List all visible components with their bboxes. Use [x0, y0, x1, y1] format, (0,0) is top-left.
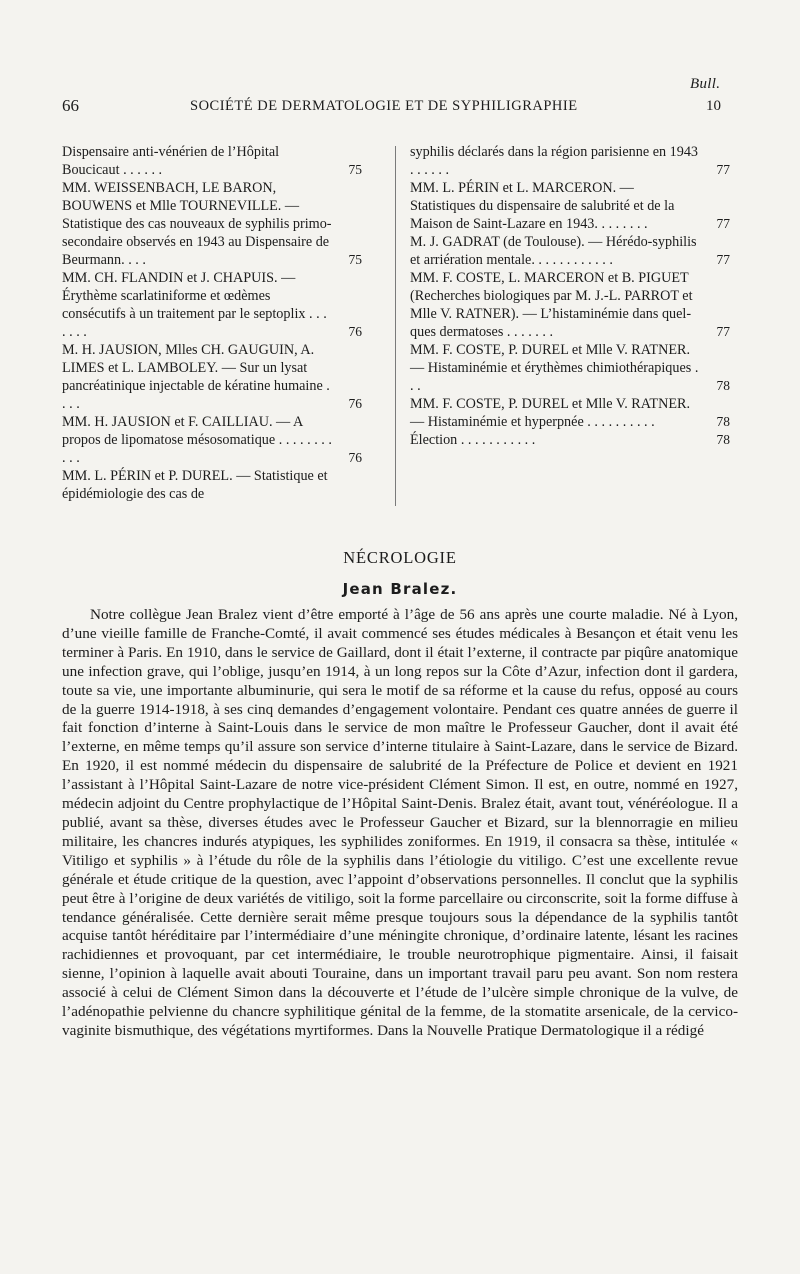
- toc-entry-text: Élection . . . . . . . . . . .: [410, 432, 536, 448]
- toc-entry-text: syphilis déclarés dans la région parisienne en 1943 . . . . . .: [410, 144, 699, 178]
- toc-entry: [62, 341, 362, 413]
- toc-entry-text: MM. L. PÉRIN et P. DUREL. — Statistique et épidémiologie des cas de: [62, 468, 328, 502]
- toc-entry-text: MM. H. JAUSION et F. CAILLIAU. — A propos de lipomatose mésosomatique . . . . . . . . . . .: [62, 414, 332, 466]
- page-number: 66: [62, 96, 79, 115]
- running-head: [62, 96, 738, 120]
- toc-page-ref: 78: [716, 414, 730, 429]
- toc-left-column: [62, 143, 362, 503]
- toc-entry: [410, 341, 730, 395]
- toc-entry: [62, 467, 362, 503]
- toc-entry: [410, 143, 730, 179]
- toc-page-ref: 75: [348, 252, 362, 267]
- toc-entry: [62, 179, 362, 269]
- toc-page-ref: 75: [348, 162, 362, 177]
- toc-entry-text: MM. CH. FLANDIN et J. CHAPUIS. — Érythème scarlatiniforme et œdèmes consécutifs à un traitement par le septoplix . . . . . . .: [62, 270, 327, 340]
- toc-page-ref: 77: [716, 162, 730, 177]
- toc-page-ref: 76: [348, 396, 362, 411]
- toc-page-ref: 76: [348, 324, 362, 339]
- toc-entry-text: MM. F. COSTE, P. DUREL et Mlle V. RATNER. — Histaminémie et hyperpnée . . . . . . . . . .: [410, 396, 691, 430]
- toc-right-column: [410, 143, 730, 449]
- toc-entry-text: M. H. JAUSION, Mlles CH. GAUGUIN, A. LIMES et L. LAMBOLEY. — Sur un lysat pancréatinique injectable de kératine humaine . . . .: [62, 342, 330, 412]
- volume-number: 10: [706, 98, 721, 114]
- running-title: SOCIÉTÉ DE DERMATOLOGIE ET DE SYPHILIGRAPHIE: [190, 98, 578, 114]
- toc-entry: [410, 269, 730, 341]
- section-heading: NÉCROLOGIE: [343, 548, 457, 567]
- column-divider: [395, 146, 396, 506]
- toc-page-ref: 77: [716, 252, 730, 267]
- toc-entry-text: Dispensaire anti-vénérien de l’Hôpital Boucicaut . . . . . .: [62, 144, 280, 178]
- obituary-name: Jean Bralez.: [342, 580, 458, 598]
- toc-entry-text: MM. F. COSTE, P. DUREL et Mlle V. RATNER. — Histaminémie et érythèmes chimiothérapiques . . .: [410, 342, 699, 394]
- toc-entry-text: MM. L. PÉRIN et L. MARCERON. — Statistiques du dispensaire de salubrité et de la Maison de Saint-Lazare en 1943. . . . . . . .: [410, 180, 675, 232]
- toc-entry: [62, 269, 362, 341]
- toc-entry: [62, 413, 362, 467]
- toc-entry-text: MM. F. COSTE, L. MARCERON et B. PIGUET (Recherches biologiques par M. J.-L. PARROT et Mlle V. RATNER). — L’histaminémie dans quelques dermatoses . . . . . . .: [410, 270, 693, 340]
- toc-page-ref: 77: [716, 324, 730, 339]
- toc-entry-text: M. J. GADRAT (de Toulouse). — Hérédo-syphilis et arriération mentale. . . . . . . . . . . .: [410, 234, 697, 268]
- toc-entry-text: MM. WEISSENBACH, LE BARON, BOUWENS et Mlle TOURNEVILLE. — Statistique des cas nouveaux de syphilis primo-secondaire observés en 1943 au Dispensaire de Beurmann. . . .: [62, 180, 332, 268]
- toc-page-ref: 76: [348, 450, 362, 465]
- toc-entry: [410, 233, 730, 269]
- toc-entry: [410, 395, 730, 431]
- toc-page-ref: 78: [716, 432, 730, 447]
- toc-page-ref: 78: [716, 378, 730, 393]
- toc-entry: [410, 179, 730, 233]
- toc-entry: [62, 143, 362, 179]
- toc-page-ref: 77: [716, 216, 730, 231]
- toc-entry: [410, 431, 730, 449]
- obituary-paragraph: Notre collègue Jean Bralez vient d’être emporté à l’âge de 56 ans après une courte maladie. Né à Lyon, d’une vieille famille de Franche-Comté, il avait commencé ses études médicales à Besançon et était venu les terminer à Paris. En 1910, dans le service de Gaillard, dont il était l’externe, il contracte par piqûre anatomique une infection grave, qui l’oblige, jusqu’en 1914, à un long repos sur la Côte d’Azur, infection dont il gardera, toute sa vie, une importante albuminurie, qui sera le motif de sa réforme et la cause du refus, opposé au cours de la guerre 1914-1918, à ses cinq demandes d’engagement volontaire. Pendant ces quatre années de guerre il fait fonction d’interne à Saint-Louis dans le service de mon maître le Professeur Gaucher, dont il avait été l’externe, en même temps qu’il assure son service d’interne titulaire à Saint-Lazare, dans le service de Bizard. En 1920, il est nommé médecin du dispensaire de salubrité de la Préfecture de Police et devient en 1921 l’assistant à l’Hôpital Saint-Lazare de notre vice-président Clément Simon. Il est, en outre, nommé en 1927, médecin adjoint du Centre prophylactique de l’Hôpital Saint-Denis. Bralez était, avant tout, vénéréologue. Il a publié, avant sa thèse, diverses études avec le Professeur Gaucher et Bizard, sur la blennorragie en milieu militaire, les chancres indurés atypiques, les syphilides zoniformes. En 1919, il consacra sa thèse, intitulée « Vitiligo et syphilis » à l’étude du rôle de la syphilis dans l’étiologie du vitiligo. C’est une excellente revue générale et étude critique de la question, avec l’appoint d’observations personnelles. Il conclut que la syphilis peut être à l’origine de deux variétés de vitiligo, soit la forme parcellaire ou circonscrite, soit la forme diffuse à tendance généralisée. Cette dernière serait même presque toujours sous la dépendance de la syphilis tantôt acquise tantôt héréditaire par l’intermédiaire d’une méningite chronique, d’ordinaire latente, lésant les racines rachidiennes et provoquant, par cet intermédiaire, le trouble neurotrophique pigmentaire. Ainsi, il faisait sienne, l’opinion à laquelle avait abouti Touraine, dans un important travail paru peu avant. Son nom restera associé à celui de Clément Simon dans la découverte et l’étude de l’ulcère simple chronique de la vulve, de l’adénopathie pelvienne du chancre syphilitique génital de la femme, de la stomatite arsenicale, de la cervico-vaginite bismuthique, des végétations myrtiformes. Dans la Nouvelle Pratique Dermatologique il a rédigé: [62, 606, 738, 1039]
- bull-label: Bull.: [690, 76, 721, 92]
